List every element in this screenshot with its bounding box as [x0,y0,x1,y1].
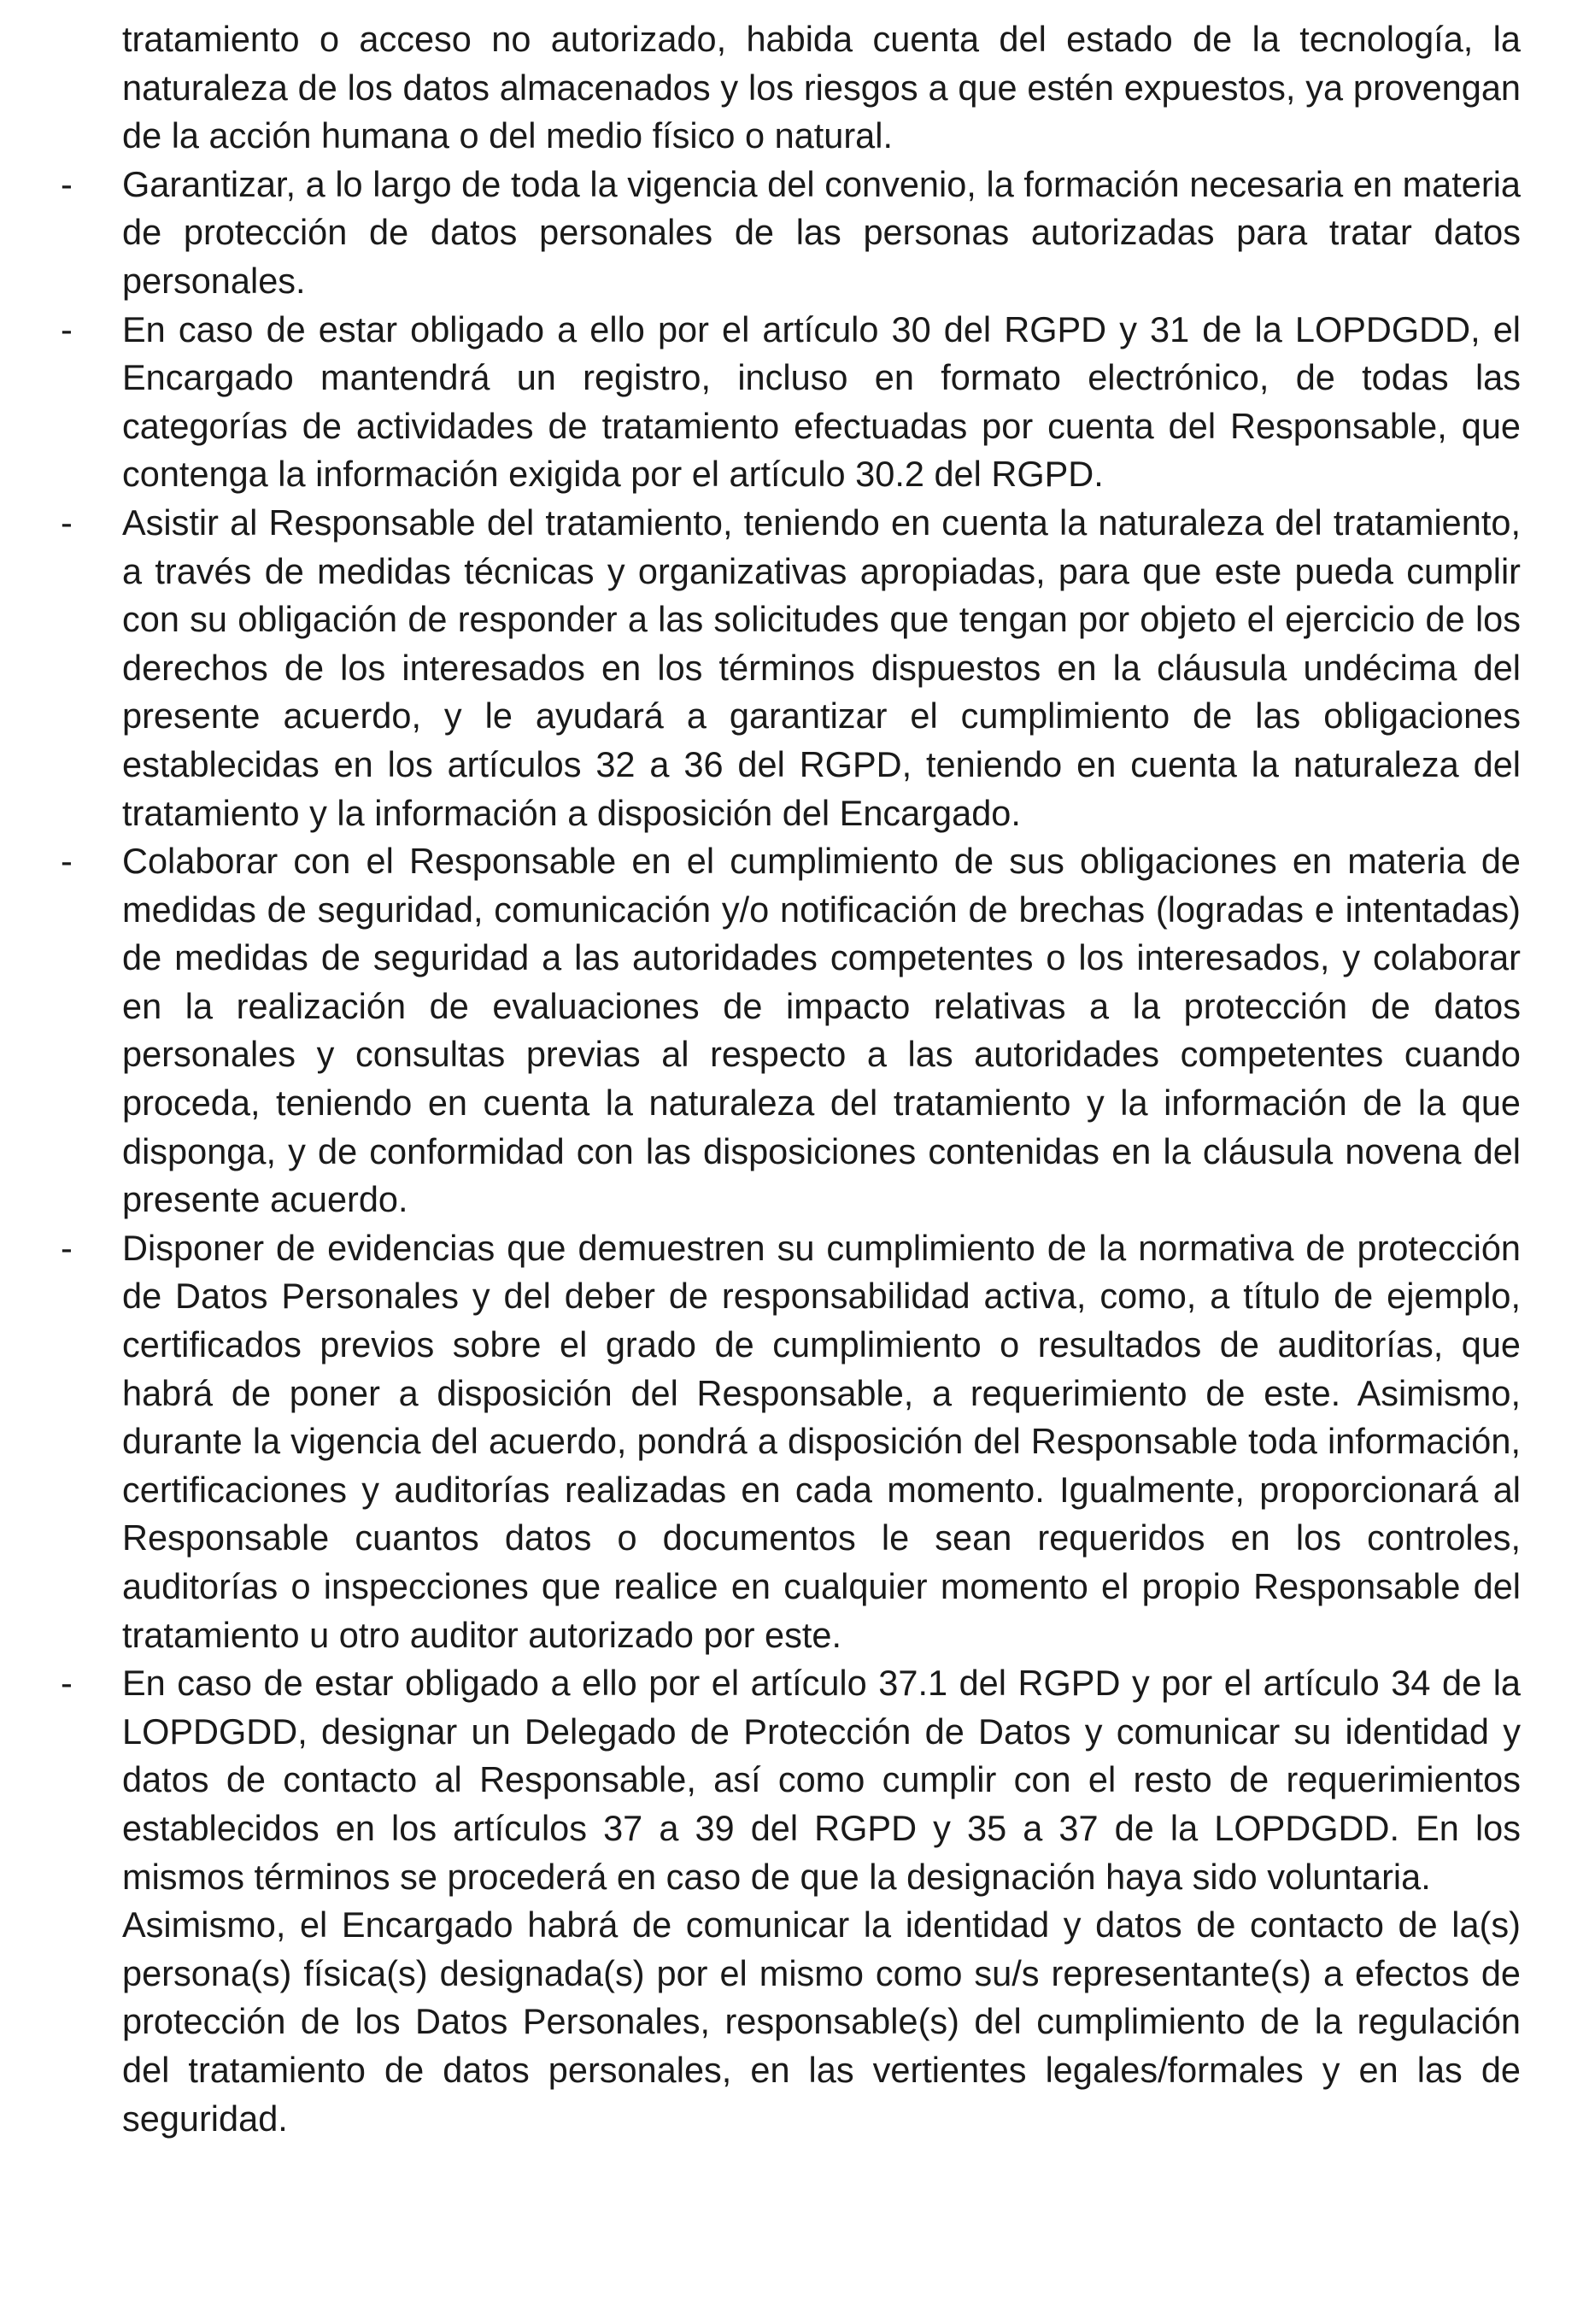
paragraph-text: Colaborar con el Responsable en el cumplimiento de sus obligaciones en materia de medidas de seguridad, comunicación y/o notificación de brechas (logradas e intentadas) de medidas de seguridad a las autoridades competentes o los interesados, y colaborar en la realización de evaluaciones de impacto relativas a la protección de datos personales y consultas previas al respecto a las autoridades competentes cuando proceda, teniendo en cuenta la naturaleza del tratamiento y la información de la que disponga, y de conformidad con las disposiciones contenidas en la cláusula novena del presente acuerdo. [122,841,1521,1220]
list-item-dpo [61,1659,1521,1901]
document-body [61,15,1521,2143]
paragraph-continuation [122,15,1521,161]
paragraph-text: En caso de estar obligado a ello por el artículo 30 del RGPD y 31 de la LOPDGDD, el Encargado mantendrá un registro, incluso en formato electrónico, de todas las categorías de actividades de tratamiento efectuadas por cuenta del Responsable, que contenga la información exigida por el artículo 30.2 del RGPD. [122,308,1521,495]
paragraph-text: Asistir al Responsable del tratamiento, teniendo en cuenta la naturaleza del tratamiento, a través de medidas técnicas y organizativas apropiadas, para que este pueda cumplir con su obligación de responder a las solicitudes que tengan por objeto el ejercicio de los derechos de los interesados en los términos dispuestos en la cláusula undécima del presente acuerdo, y le ayudará a garantizar el cumplimiento de las obligaciones establecidas en los artículos 32 a 36 del RGPD, teniendo en cuenta la naturaleza del tratamiento y la información a disposición del Encargado. [122,502,1521,833]
list-item-assist [61,499,1521,837]
list-item-evidence [61,1224,1521,1659]
list-item-collaborate [61,837,1521,1224]
paragraph-text: Garantizar, a lo largo de toda la vigencia del convenio, la formación necesaria en materia de protección de datos personales de las personas autorizadas para tratar datos personales. [122,163,1521,301]
paragraph-text: En caso de estar obligado a ello por el artículo 37.1 del RGPD y por el artículo 34 de la LOPDGDD, designar un Delegado de Protección de Datos y comunicar su identidad y datos de contacto al Responsable, así como cumplir con el resto de requerimientos establecidos en los artículos 37 a 39 del RGPD y 35 a 37 de la LOPDGDD. En los mismos términos se procederá en caso de que la designación haya sido voluntaria. [122,1663,1521,1897]
bullet-dash: - [61,1663,73,1704]
paragraph-text: tratamiento o acceso no autorizado, habida cuenta del estado de la tecnología, la naturaleza de los datos almacenados y los riesgos a que estén expuestos, ya provengan de la acción humana o del medio físico o natural. [122,19,1521,156]
bullet-dash: - [61,308,73,349]
list-item-training [61,161,1521,306]
bullet-dash: - [61,502,73,543]
bullet-dash: - [61,1227,73,1268]
paragraph-text: Asimismo, el Encargado habrá de comunicar la identidad y datos de contacto de la(s) persona(s) física(s) designada(s) por el mismo como su/s representante(s) a efectos de protección de los Datos Personales, responsable(s) del cumplimiento de la regulación del tratamiento de datos personales, en las vertientes legales/formales y en las de seguridad. [122,1904,1521,2139]
bullet-dash: - [61,163,73,204]
paragraph-representatives [122,1901,1521,2143]
list-item-registry [61,306,1521,499]
bullet-dash: - [61,841,73,882]
paragraph-text: Disponer de evidencias que demuestren su cumplimiento de la normativa de protección de Datos Personales y del deber de responsabilidad activa, como, a título de ejemplo, certificados previos sobre el grado de cumplimiento o resultados de auditorías, que habrá de poner a disposición del Responsable, a requerimiento de este. Asimismo, durante la vigencia del acuerdo, pondrá a disposición del Responsable toda información, certificaciones y auditorías realizadas en cada momento. Igualmente, proporcionará al Responsable cuantos datos o documentos le sean requeridos en los controles, auditorías o inspecciones que realice en cualquier momento el propio Responsable del tratamiento u otro auditor autorizado por este. [122,1227,1521,1655]
